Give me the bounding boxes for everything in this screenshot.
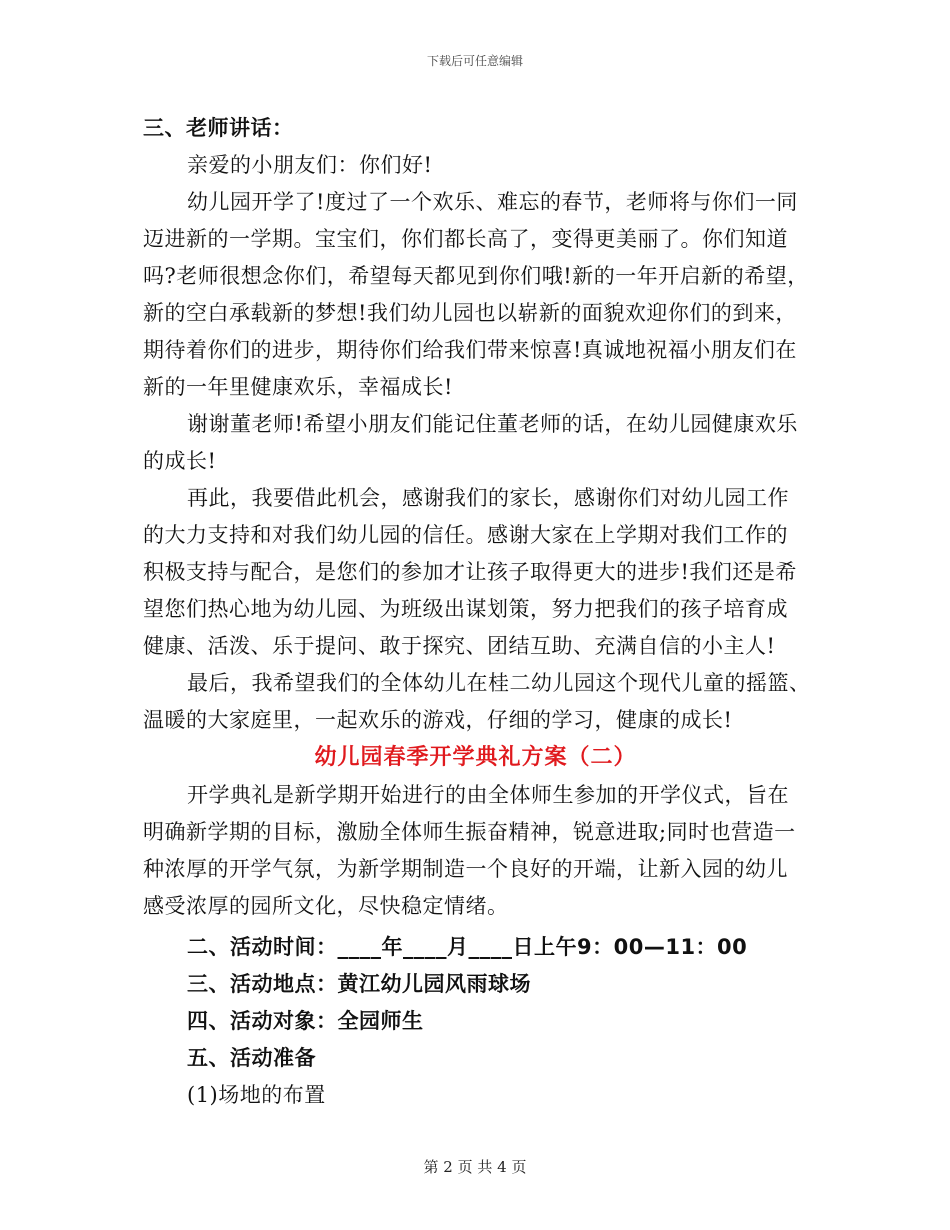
activity-audience: 四、活动对象：全园师生 (187, 1009, 424, 1033)
closing-paragraph (143, 665, 811, 739)
paragraph-line: 感受浓厚的园所文化，尽快稳定情绪。 (143, 894, 509, 918)
paragraph-line: 谢谢董老师!希望小朋友们能记住董老师的话，在幼儿园健康欢乐 (187, 412, 798, 436)
speech-paragraph (143, 184, 808, 406)
paragraph-line: 迈进新的一学期。宝宝们，你们都长高了，变得更美丽了。你们知道 (143, 227, 788, 251)
paragraph-line: 健康、活泼、乐于提问、敢于探究、团结互助、充满自信的小主人! (143, 634, 776, 658)
paragraph-line: 明确新学期的目标，激励全体师生振奋精神，锐意进取;同时也营造一 (143, 820, 796, 844)
paragraph-line: 望您们热心地为幼儿园、为班级出谋划策，努力把我们的孩子培育成 (143, 597, 788, 621)
paragraph-line: 积极支持与配合，是您们的参加才让孩子取得更大的进步!我们还是希 (143, 560, 797, 584)
prep-item-site-layout: (1)场地的布置 (187, 1083, 326, 1107)
paragraph-line: 开学典礼是新学期开始进行的由全体师生参加的开学仪式，旨在 (187, 783, 789, 807)
paragraph-line: 新的空白承载新的梦想!我们幼儿园也以崭新的面貌欢迎你们的到来， (143, 301, 797, 325)
paragraph-line: 种浓厚的开学气氛，为新学期制造一个良好的开端，让新入园的幼儿 (143, 857, 788, 881)
activity-time: 二、活动时间：____年____月____日上午9：00—11：00 (187, 935, 748, 959)
greeting-line: 亲爱的小朋友们：你们好! (187, 153, 433, 177)
paragraph-line: 新的一年里健康欢乐，幸福成长! (143, 375, 453, 399)
paragraph-line: 温暖的大家庭里，一起欢乐的游戏，仔细的学习，健康的成长! (143, 708, 733, 732)
header-note: 下载后可任意编辑 (426, 54, 523, 68)
paragraph-line: 的成长! (143, 449, 217, 473)
parents-paragraph (143, 480, 808, 665)
plan-two-title: 幼儿园春季开学典礼方案（二） (314, 745, 637, 770)
paragraph-line: 的大力支持和对我们幼儿园的信任。感谢大家在上学期对我们工作的 (143, 523, 788, 547)
activity-prep-heading: 五、活动准备 (187, 1046, 316, 1070)
paragraph-line: 最后，我希望我们的全体幼儿在桂二幼儿园这个现代儿童的摇篮、 (187, 671, 811, 695)
paragraph-line: 幼儿园开学了!度过了一个欢乐、难忘的春节，老师将与你们一同 (187, 190, 798, 214)
thanks-paragraph (143, 406, 808, 480)
paragraph-line: 吗?老师很想念你们，希望每天都见到你们哦!新的一年开启新的希望， (143, 264, 809, 288)
teacher-speech-heading: 三、老师讲话： (143, 116, 294, 140)
intro-paragraph (143, 777, 808, 925)
paragraph-line: 期待着你们的进步，期待你们给我们带来惊喜!真诚地祝福小朋友们在 (143, 338, 797, 362)
document-body (143, 110, 811, 1114)
page-number: 第 2 页 共 4 页 (423, 1158, 527, 1176)
activity-place: 三、活动地点：黄江幼儿园风雨球场 (187, 972, 531, 996)
paragraph-line: 再此，我要借此机会，感谢我们的家长，感谢你们对幼儿园工作 (187, 486, 789, 510)
